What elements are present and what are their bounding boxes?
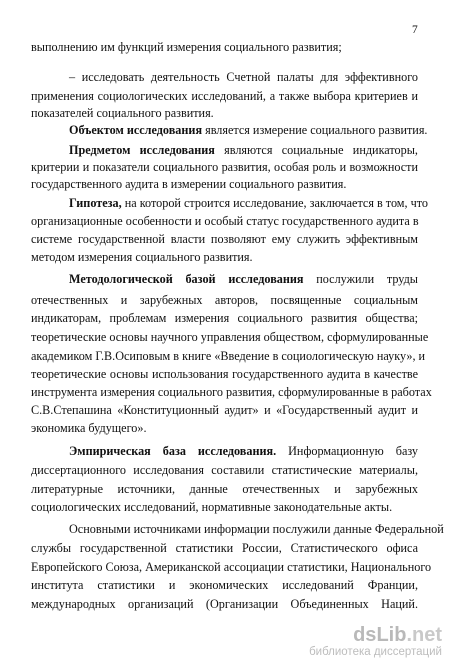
text-line — [31, 560, 432, 574]
text-line — [69, 522, 444, 536]
text-line — [31, 177, 418, 191]
text-line — [69, 143, 418, 157]
line-text: теоретические основы использования государственного аудита в качестве — [31, 367, 418, 381]
watermark-logo-net: .net — [406, 624, 442, 646]
line-text: выполнению им функций измерения социального развития; — [31, 40, 342, 54]
line-text: теоретические основы научного управления обществом, сформулированные — [31, 330, 429, 344]
line-text: являются социальные индикаторы, — [214, 143, 418, 157]
watermark-logo-lib: Lib — [376, 624, 407, 646]
line-text: критерии и показатели социального развития, особая роль и возможности — [31, 160, 418, 174]
text-line — [31, 311, 418, 325]
line-text: С.В.Степашина «Конституционный аудит» и «Государственный аудит и — [31, 403, 418, 417]
line-text: инструмента измерения социального развития, сформулированные в работах — [31, 385, 432, 399]
line-text: службы государственной статистики России, Статистического офиса — [31, 541, 418, 555]
text-line — [31, 40, 418, 54]
text-line — [69, 196, 429, 210]
watermark-subtitle: библиотека диссертаций — [309, 646, 442, 658]
text-line — [31, 160, 418, 174]
line-text: института статистики и экономических исследований Франции, — [31, 578, 418, 592]
line-text: – исследовать деятельность Счетной палаты для эффективного — [69, 70, 418, 84]
line-text: применения социологических исследований, а также выбора критериев и — [31, 89, 418, 103]
line-text: отечественных и зарубежных авторов, посвященные социальным — [31, 293, 418, 307]
text-line — [31, 541, 418, 555]
line-text: индикаторам, проблемам измерения социального развития общества; — [31, 311, 418, 325]
bold-term: Предметом исследования — [69, 143, 215, 157]
line-text: послужили труды — [303, 272, 418, 286]
text-line — [31, 232, 418, 246]
text-line — [31, 214, 418, 228]
text-line — [31, 250, 418, 264]
bold-term: Эмпирическая база исследования. — [69, 444, 277, 458]
line-text: является измерение социального развития. — [202, 123, 428, 137]
line-text: методом измерения социального развития. — [31, 250, 253, 264]
text-line — [31, 578, 418, 592]
text-line — [31, 500, 418, 514]
line-text: литературные источники, данные отечественных и зарубежных — [31, 482, 418, 496]
line-text: экономика будущего». — [31, 421, 147, 435]
line-text: государственного аудита в измерении социального развития. — [31, 177, 347, 191]
line-text: Информационную базу — [276, 444, 419, 458]
watermark-logo-ds: ds — [353, 624, 377, 646]
text-line — [31, 482, 418, 496]
text-line — [31, 597, 418, 611]
line-text: академиком Г.В.Осиповым в книге «Введение в социологическую науку», и — [31, 349, 426, 363]
text-line — [31, 330, 429, 344]
text-line — [69, 123, 428, 137]
page-number: 7 — [412, 24, 418, 36]
line-text: Европейского Союза, Американской ассоциации статистики, Национального — [31, 560, 432, 574]
bold-term: Объектом исследования — [69, 123, 203, 137]
text-line — [31, 89, 418, 103]
line-text: социологических исследований, нормативные законодательные акты. — [31, 500, 393, 514]
text-line — [31, 349, 426, 363]
text-line — [31, 106, 418, 120]
text-line — [31, 385, 432, 399]
text-line — [31, 403, 418, 417]
line-text: Основными источниками информации послужили данные Федеральной — [69, 522, 444, 536]
text-line — [31, 463, 418, 477]
bold-term: Гипотеза, — [69, 196, 122, 210]
watermark-logo — [309, 624, 442, 646]
text-line — [69, 444, 418, 458]
line-text: организационные особенности и особый статус государственного аудита в — [31, 214, 419, 228]
line-text: показателей социального развития. — [31, 106, 214, 120]
text-line — [69, 70, 418, 84]
text-line — [69, 272, 418, 286]
text-line — [31, 421, 418, 435]
line-text: диссертационного исследования составили статистические материалы, — [31, 463, 418, 477]
watermark — [309, 624, 442, 659]
text-line — [31, 293, 418, 307]
line-text: международных организаций (Организации Объединенных Наций. — [31, 597, 418, 611]
line-text: на которой строится исследование, заключается в том, что — [121, 196, 429, 210]
bold-term: Методологической базой исследования — [69, 272, 304, 286]
text-line — [31, 367, 418, 381]
line-text: системе государственной власти позволяют ему служить эффективным — [31, 232, 418, 246]
